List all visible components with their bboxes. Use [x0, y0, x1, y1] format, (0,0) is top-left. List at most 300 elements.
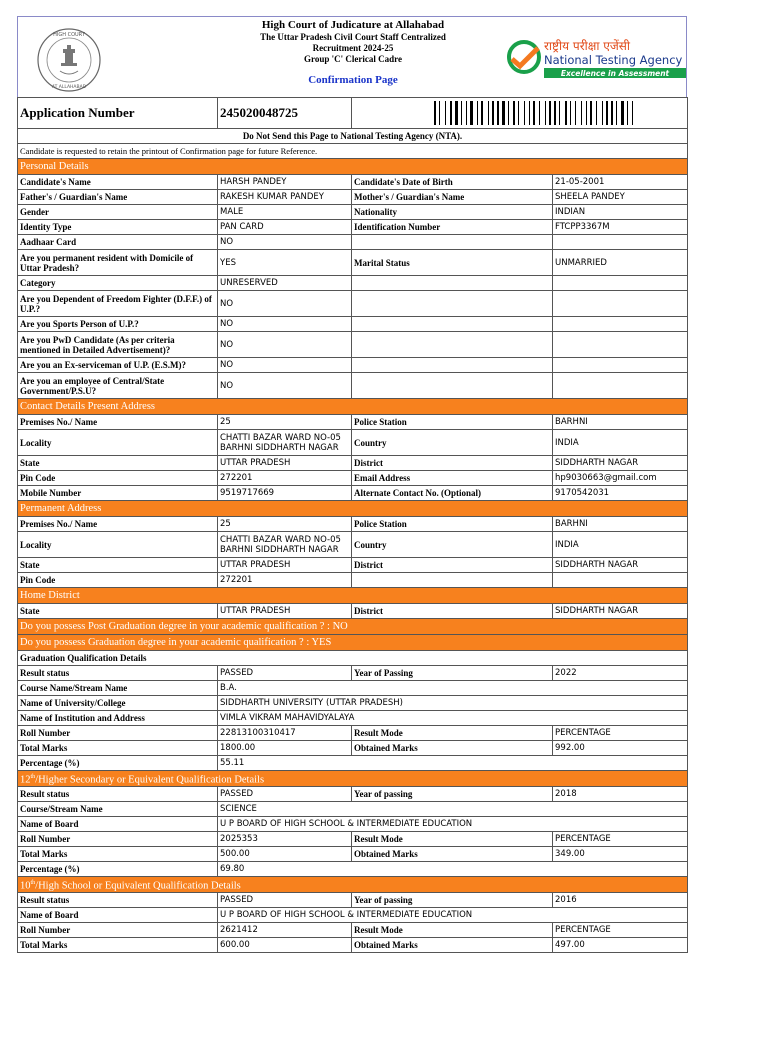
table-row: [18, 741, 688, 756]
field-label: [352, 332, 553, 358]
barcode-bar: [618, 101, 620, 125]
field-label: Result status: [18, 666, 218, 681]
section-title-text: /Higher Secondary or Equivalent Qualification Details: [35, 774, 265, 786]
field-value: VIMLA VIKRAM MAHAVIDYALAYA: [218, 711, 688, 726]
barcode-bar: [602, 101, 603, 125]
field-label: Name of University/College: [18, 696, 218, 711]
field-label: Premises No./ Name: [18, 517, 218, 532]
barcode-bar: [625, 101, 626, 125]
nta-english-text: National Testing Agency: [544, 53, 683, 67]
field-label: Country: [352, 430, 553, 456]
barcode-bar: [552, 101, 553, 125]
field-label: Are you Dependent of Freedom Fighter (D.F.F.) of U.P.?: [18, 291, 218, 317]
table-row: [18, 756, 688, 771]
field-label: State: [18, 558, 218, 573]
table-row: [18, 893, 688, 908]
barcode-bar: [581, 101, 582, 125]
field-value: PASSED: [218, 787, 352, 802]
barcode-bar: [526, 101, 528, 125]
field-label: Marital Status: [352, 250, 553, 276]
table-row: [18, 456, 688, 471]
barcode-bar: [549, 101, 551, 125]
table-row: [18, 276, 688, 291]
field-label: Identification Number: [352, 220, 553, 235]
field-label: Police Station: [352, 415, 553, 430]
field-value: BARHNI: [553, 517, 688, 532]
field-value: INDIA: [553, 430, 688, 456]
field-label: Premises No./ Name: [18, 415, 218, 430]
table-row: [18, 190, 688, 205]
field-label: District: [352, 604, 553, 619]
field-label: Year of passing: [352, 787, 553, 802]
field-value: 272201: [218, 573, 352, 588]
field-value: 21-05-2001: [553, 175, 688, 190]
field-value: 500.00: [218, 847, 352, 862]
section-home-district-title: Home District: [18, 588, 688, 604]
field-label: Roll Number: [18, 726, 218, 741]
field-label: Total Marks: [18, 938, 218, 953]
field-value: SIDDHARTH NAGAR: [553, 604, 688, 619]
barcode-bar: [606, 101, 608, 125]
barcode-bar: [583, 101, 585, 125]
field-label: [352, 573, 553, 588]
barcode-bar: [565, 101, 567, 125]
field-label: Are you Sports Person of U.P.?: [18, 317, 218, 332]
barcode-bar: [536, 101, 538, 125]
barcode-bar: [559, 101, 560, 125]
field-value: PERCENTAGE: [553, 923, 688, 938]
field-value: [553, 235, 688, 250]
field-label: Gender: [18, 205, 218, 220]
field-label: [352, 291, 553, 317]
barcode-bar: [570, 101, 571, 125]
section-personal-details: [18, 159, 688, 175]
seal-text-bottom: AT ALLAHABAD: [51, 85, 87, 90]
barcode-bar: [609, 101, 610, 125]
table-row: [18, 175, 688, 190]
field-label: Are you PwD Candidate (As per criteria mentioned in Detailed Advertisement)?: [18, 332, 218, 358]
table-row: [18, 558, 688, 573]
header-line3: Recruitment 2024-25: [312, 43, 394, 53]
table-row: [18, 847, 688, 862]
section-title-suffix: th: [30, 773, 36, 780]
application-number-value: 245020048725: [218, 98, 352, 129]
barcode-bar: [470, 101, 473, 125]
field-value: UTTAR PRADESH: [218, 604, 352, 619]
barcode-bar: [468, 101, 469, 125]
section-tenth: [18, 877, 688, 893]
table-row: [18, 711, 688, 726]
field-label: Are you an Ex-serviceman of U.P. (E.S.M)?: [18, 358, 218, 373]
field-label: Obtained Marks: [352, 938, 553, 953]
table-row: [18, 604, 688, 619]
table-row: [18, 817, 688, 832]
field-label: Course/Stream Name: [18, 802, 218, 817]
confirmation-page: [17, 16, 687, 953]
barcode-bar: [529, 101, 530, 125]
field-value: INDIA: [553, 532, 688, 558]
barcode-bar: [614, 101, 615, 125]
table-row: [18, 250, 688, 276]
barcode-bar: [531, 101, 532, 125]
section-post-graduation: [18, 619, 688, 635]
nta-logo: [506, 37, 686, 81]
barcode-bar: [547, 101, 548, 125]
field-label: Percentage (%): [18, 756, 218, 771]
field-label: Course Name/Stream Name: [18, 681, 218, 696]
application-number-label: Application Number: [18, 98, 218, 129]
section-twelfth: [18, 771, 688, 787]
table-row: [18, 802, 688, 817]
field-value: 22813100310417: [218, 726, 352, 741]
field-value: hp9030663@gmail.com: [553, 471, 688, 486]
confirmation-title: Confirmation Page: [308, 74, 398, 86]
barcode-bar: [561, 101, 564, 125]
table-row: [18, 923, 688, 938]
field-label: Obtained Marks: [352, 847, 553, 862]
field-value: 2621412: [218, 923, 352, 938]
barcode-bar: [437, 101, 438, 125]
retain-notice: Candidate is requested to retain the printout of Confirmation page for future Reference.: [18, 144, 688, 159]
field-label: State: [18, 604, 218, 619]
field-label: [352, 276, 553, 291]
barcode-bar: [541, 101, 544, 125]
graduation-subheading: Graduation Qualification Details: [18, 651, 688, 666]
barcode-bar: [598, 101, 601, 125]
barcode-bar: [586, 101, 587, 125]
barcode: [434, 101, 685, 125]
barcode-bar: [590, 101, 592, 125]
barcode-bar: [588, 101, 589, 125]
table-row: [18, 862, 688, 877]
field-value: NO: [218, 358, 352, 373]
field-value: INDIAN: [553, 205, 688, 220]
barcode-bar: [461, 101, 462, 125]
barcode-bar: [545, 101, 546, 125]
table-row: [18, 220, 688, 235]
field-value: 55.11: [218, 756, 688, 771]
header-line4: Group 'C' Clerical Cadre: [304, 54, 402, 64]
table-row: [18, 471, 688, 486]
field-value: MALE: [218, 205, 352, 220]
barcode-bar: [445, 101, 446, 125]
field-label: Mobile Number: [18, 486, 218, 501]
barcode-bar: [497, 101, 499, 125]
barcode-bar: [627, 101, 628, 125]
section-graduation-title: Do you possess Graduation degree in your academic qualification ? : YES: [18, 635, 688, 651]
field-label: Identity Type: [18, 220, 218, 235]
page-header: [17, 16, 687, 97]
table-row: [18, 696, 688, 711]
barcode-bar: [634, 101, 636, 125]
barcode-bar: [575, 101, 576, 125]
field-value: BARHNI: [553, 415, 688, 430]
barcode-bar: [439, 101, 440, 125]
barcode-bar: [621, 101, 624, 125]
field-label: Locality: [18, 430, 218, 456]
barcode-bar: [502, 101, 505, 125]
table-row: [18, 430, 688, 456]
table-row: [18, 938, 688, 953]
table-row: [18, 486, 688, 501]
field-value: UNRESERVED: [218, 276, 352, 291]
barcode-bar: [554, 101, 556, 125]
field-value: UTTAR PRADESH: [218, 456, 352, 471]
field-label: Candidate's Date of Birth: [352, 175, 553, 190]
field-label: Father's / Guardian's Name: [18, 190, 218, 205]
field-value: 992.00: [553, 741, 688, 756]
field-value: UTTAR PRADESH: [218, 558, 352, 573]
field-label: Aadhaar Card: [18, 235, 218, 250]
barcode-bar: [450, 101, 452, 125]
field-value: 2016: [553, 893, 688, 908]
field-value: NO: [218, 317, 352, 332]
section-permanent-address: [18, 501, 688, 517]
field-label: Year of passing: [352, 893, 553, 908]
field-value: 2022: [553, 666, 688, 681]
field-value: PERCENTAGE: [553, 832, 688, 847]
field-label: Roll Number: [18, 832, 218, 847]
field-value: [553, 332, 688, 358]
field-value: 2018: [553, 787, 688, 802]
field-value: PASSED: [218, 666, 352, 681]
field-label: Result status: [18, 893, 218, 908]
field-value: NO: [218, 235, 352, 250]
field-label: Total Marks: [18, 741, 218, 756]
field-label: [352, 235, 553, 250]
field-value: PERCENTAGE: [553, 726, 688, 741]
barcode-bar: [488, 101, 489, 125]
barcode-bar: [506, 101, 507, 125]
table-row: [18, 573, 688, 588]
field-label: District: [352, 456, 553, 471]
section-graduation: [18, 635, 688, 651]
field-value: 25: [218, 517, 352, 532]
barcode-bar: [539, 101, 540, 125]
field-label: District: [352, 558, 553, 573]
field-label: Nationality: [352, 205, 553, 220]
table-row: [18, 908, 688, 923]
barcode-bar: [434, 101, 436, 125]
barcode-bar: [508, 101, 509, 125]
section-personal-details-title: Personal Details: [18, 159, 688, 175]
barcode-bar: [557, 101, 558, 125]
section-title-number: 10: [20, 880, 31, 892]
table-row: [18, 517, 688, 532]
barcode-bar: [632, 101, 633, 125]
field-value: 9519717669: [218, 486, 352, 501]
header-line2: The Uttar Pradesh Civil Court Staff Centralized: [260, 32, 446, 42]
barcode-bar: [596, 101, 597, 125]
barcode-bar: [593, 101, 595, 125]
section-title-number: 12: [20, 774, 31, 786]
field-label: Name of Board: [18, 817, 218, 832]
field-label: Are you permanent resident with Domicile of Uttar Pradesh?: [18, 250, 218, 276]
field-value: [553, 317, 688, 332]
field-label: Obtained Marks: [352, 741, 553, 756]
table-row: [18, 832, 688, 847]
section-home-district: [18, 588, 688, 604]
barcode-bar: [453, 101, 454, 125]
field-label: [352, 373, 553, 399]
field-value: NO: [218, 373, 352, 399]
barcode-bar: [463, 101, 465, 125]
field-value: 272201: [218, 471, 352, 486]
field-label: Candidate's Name: [18, 175, 218, 190]
field-value: CHATTI BAZAR WARD NO-05 BARHNI SIDDHARTH NAGAR: [218, 430, 352, 456]
field-value: [553, 358, 688, 373]
barcode-bar: [441, 101, 444, 125]
field-value: SIDDHARTH NAGAR: [553, 558, 688, 573]
table-row: [18, 205, 688, 220]
field-value: 349.00: [553, 847, 688, 862]
barcode-bar: [510, 101, 512, 125]
barcode-bar: [616, 101, 617, 125]
field-label: Year of Passing: [352, 666, 553, 681]
field-value: 69.80: [218, 862, 688, 877]
field-label: Percentage (%): [18, 862, 218, 877]
field-value: [553, 276, 688, 291]
barcode-bar: [533, 101, 535, 125]
field-value: HARSH PANDEY: [218, 175, 352, 190]
barcode-bar: [568, 101, 569, 125]
barcode-bar: [520, 101, 523, 125]
section-contact-details: [18, 399, 688, 415]
field-label: [352, 358, 553, 373]
table-row: [18, 787, 688, 802]
barcode-bar: [495, 101, 496, 125]
barcode-bar: [481, 101, 483, 125]
barcode-bar: [611, 101, 613, 125]
field-label: Result Mode: [352, 832, 553, 847]
barcode-bar: [500, 101, 501, 125]
barcode-bar: [577, 101, 580, 125]
field-value: [553, 291, 688, 317]
field-value: U P BOARD OF HIGH SCHOOL & INTERMEDIATE EDUCATION: [218, 817, 688, 832]
barcode-bar: [629, 101, 631, 125]
field-label: Are you an employee of Central/State Government/P.S.U?: [18, 373, 218, 399]
field-label: Result status: [18, 787, 218, 802]
barcode-bar: [477, 101, 478, 125]
barcode-bar: [459, 101, 460, 125]
table-row: [18, 291, 688, 317]
field-value: SIDDHARTH NAGAR: [553, 456, 688, 471]
section-contact-details-title: Contact Details Present Address: [18, 399, 688, 415]
field-label: Roll Number: [18, 923, 218, 938]
field-value: FTCPP3367M: [553, 220, 688, 235]
section-permanent-address-title: Permanent Address: [18, 501, 688, 517]
section-tenth-title: [18, 877, 688, 893]
application-number-row: [18, 98, 688, 129]
table-row: [18, 317, 688, 332]
barcode-bar: [492, 101, 494, 125]
field-value: CHATTI BAZAR WARD NO-05 BARHNI SIDDHARTH NAGAR: [218, 532, 352, 558]
table-row: [18, 358, 688, 373]
barcode-bar: [518, 101, 519, 125]
barcode-bar: [479, 101, 480, 125]
field-value: PAN CARD: [218, 220, 352, 235]
field-label: Name of Institution and Address: [18, 711, 218, 726]
field-value: 2025353: [218, 832, 352, 847]
field-value: UNMARRIED: [553, 250, 688, 276]
field-label: Country: [352, 532, 553, 558]
field-label: Total Marks: [18, 847, 218, 862]
header-text: [168, 19, 538, 86]
section-title-text: /High School or Equivalent Qualification Details: [35, 880, 241, 892]
section-title-suffix: th: [30, 879, 36, 886]
section-post-graduation-title: Do you possess Post Graduation degree in your academic qualification ? : NO: [18, 619, 688, 635]
table-row: [18, 681, 688, 696]
section-twelfth-title: [18, 771, 688, 787]
table-row: [18, 415, 688, 430]
barcode-bar: [516, 101, 517, 125]
field-label: Email Address: [352, 471, 553, 486]
table-row: [18, 373, 688, 399]
field-value: YES: [218, 250, 352, 276]
barcode-bar: [474, 101, 476, 125]
barcode-bar: [484, 101, 487, 125]
field-value: B.A.: [218, 681, 688, 696]
do-not-send-notice: Do Not Send this Page to National Testing Agency (NTA).: [18, 129, 688, 144]
seal-text-top: HIGH COURT: [53, 32, 85, 38]
field-value: 25: [218, 415, 352, 430]
field-label: Alternate Contact No. (Optional): [352, 486, 553, 501]
field-value: [553, 573, 688, 588]
table-row: [18, 651, 688, 666]
field-value: NO: [218, 291, 352, 317]
barcode-bar: [490, 101, 491, 125]
barcode-bar: [455, 101, 458, 125]
field-label: Category: [18, 276, 218, 291]
field-value: U P BOARD OF HIGH SCHOOL & INTERMEDIATE EDUCATION: [218, 908, 688, 923]
nta-hindi-text: राष्ट्रीय परीक्षा एजेंसी: [544, 39, 631, 53]
barcode-bar: [604, 101, 605, 125]
table-row: [18, 532, 688, 558]
field-value: RAKESH KUMAR PANDEY: [218, 190, 352, 205]
field-value: [553, 373, 688, 399]
field-label: Name of Board: [18, 908, 218, 923]
field-label: Pin Code: [18, 573, 218, 588]
table-row: [18, 726, 688, 741]
nta-tagline: Excellence in Assessment: [560, 69, 670, 78]
barcode-bar: [513, 101, 515, 125]
field-value: 1800.00: [218, 741, 352, 756]
field-label: Locality: [18, 532, 218, 558]
table-row: [18, 666, 688, 681]
barcode-bar: [447, 101, 449, 125]
field-value: SIDDHARTH UNIVERSITY (UTTAR PRADESH): [218, 696, 688, 711]
field-label: State: [18, 456, 218, 471]
field-label: [352, 317, 553, 332]
field-label: Result Mode: [352, 726, 553, 741]
field-value: NO: [218, 332, 352, 358]
field-value: 497.00: [553, 938, 688, 953]
field-value: 9170542031: [553, 486, 688, 501]
barcode-bar: [572, 101, 574, 125]
barcode-bar: [524, 101, 525, 125]
field-value: SHEELA PANDEY: [553, 190, 688, 205]
field-value: 600.00: [218, 938, 352, 953]
field-label: Result Mode: [352, 923, 553, 938]
field-value: SCIENCE: [218, 802, 688, 817]
barcode-bar: [466, 101, 467, 125]
header-title: High Court of Judicature at Allahabad: [261, 19, 445, 31]
barcode-cell: [352, 98, 688, 129]
field-label: Police Station: [352, 517, 553, 532]
field-label: Mother's / Guardian's Name: [352, 190, 553, 205]
table-row: [18, 235, 688, 250]
high-court-seal-icon: [36, 27, 102, 93]
